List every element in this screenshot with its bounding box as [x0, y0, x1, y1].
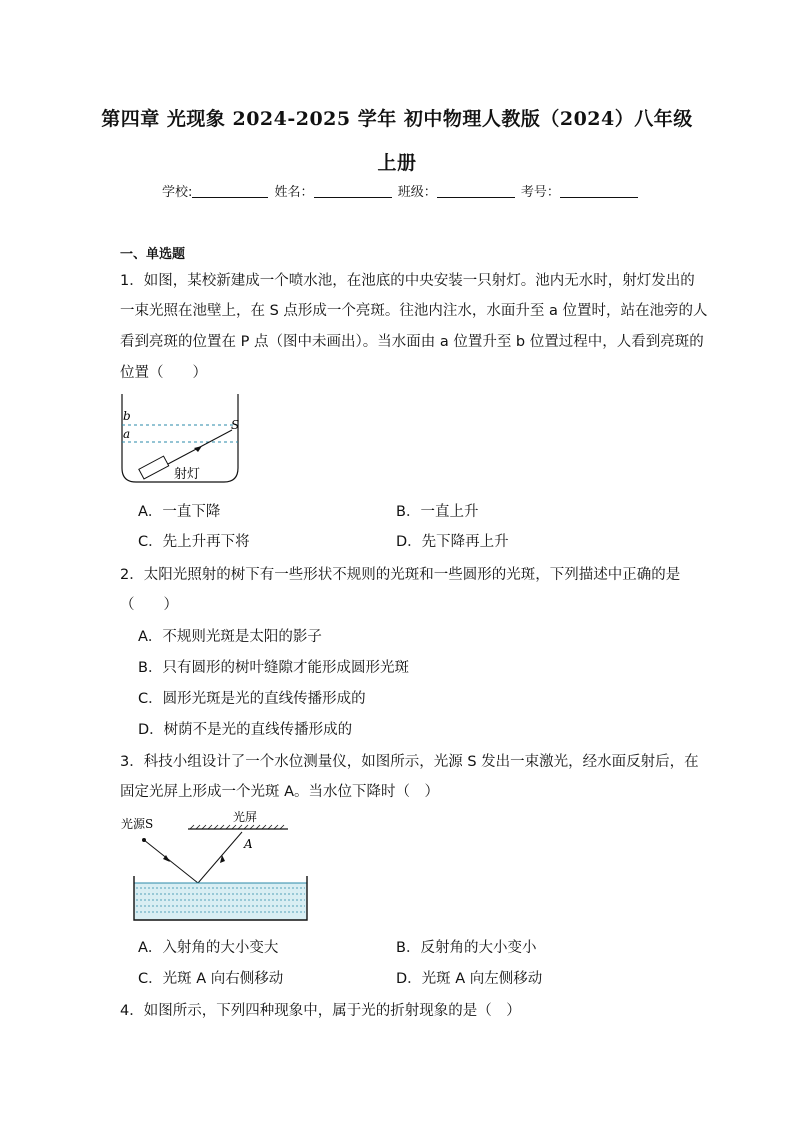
class-blank[interactable]	[437, 184, 515, 198]
class-label: 班级：	[397, 185, 437, 200]
q3-option-d[interactable]: D．光斑 A 向左侧移动	[396, 971, 543, 987]
q2-option-c[interactable]: C．圆形光斑是光的直线传播形成的	[138, 691, 366, 707]
q4-line: 4．如图所示，下列四种现象中，属于光的折射现象的是（ ）	[120, 1003, 521, 1019]
school-label: 学校:	[162, 185, 193, 200]
page-title-continued: 上册	[377, 152, 417, 174]
label-spot-a: A	[244, 837, 253, 851]
q2-line: （ ）	[120, 597, 178, 613]
q1-line: 一束光照在池壁上，在 S 点形成一个亮斑。往池内注水，水面升至 a 位置时，站在池旁的人	[120, 303, 708, 319]
q1-pool-figure	[118, 390, 248, 490]
exam-number-label: 考号：	[520, 185, 560, 200]
q3-option-b[interactable]: B．反射角的大小变小	[396, 940, 537, 956]
q3-option-c[interactable]: C．光斑 A 向右侧移动	[138, 971, 284, 987]
section-heading: 一、单选题	[120, 247, 186, 262]
label-screen: 光屏	[233, 810, 258, 824]
q3-water-gauge-figure	[118, 808, 313, 923]
student-info-row	[162, 181, 640, 200]
label-b: b	[123, 409, 131, 423]
exam-number-blank[interactable]	[560, 184, 638, 198]
label-a: a	[123, 427, 131, 441]
label-s: S	[231, 418, 240, 432]
name-blank[interactable]	[314, 184, 392, 198]
q1-option-b[interactable]: B．一直上升	[396, 504, 479, 520]
q1-line: 1．如图，某校新建成一个喷水池，在池底的中央安装一只射灯。池内无水时，射灯发出的	[120, 273, 695, 289]
q1-line: 位置（ ）	[120, 365, 207, 381]
label-spotlight: 射灯	[174, 467, 201, 482]
page-title: 第四章 光现象 2024-2025 学年 初中物理人教版（2024）八年级	[101, 108, 693, 130]
q3-line: 3．科技小组设计了一个水位测量仪，如图所示，光源 S 发出一束激光，经水面反射后，在	[120, 754, 699, 770]
q1-option-a[interactable]: A．一直下降	[138, 504, 221, 520]
label-light-source: 光源S	[121, 817, 154, 831]
q3-line: 固定光屏上形成一个光斑 A。当水位下降时（ ）	[120, 784, 440, 800]
reflected-ray	[198, 832, 242, 883]
q1-option-d[interactable]: D．先下降再上升	[396, 534, 509, 550]
q1-line: 看到亮斑的位置在 P 点（图中未画出）。当水面由 a 位置升至 b 位置过程中，人看到亮斑的	[120, 334, 704, 350]
q2-option-b[interactable]: B．只有圆形的树叶缝隙才能形成圆形光斑	[138, 660, 409, 676]
q2-option-a[interactable]: A．不规则光斑是太阳的影子	[138, 629, 322, 645]
incident-ray	[144, 840, 198, 883]
q2-option-d[interactable]: D．树荫不是光的直线传播形成的	[138, 722, 353, 738]
q2-line: 2．太阳光照射的树下有一些形状不规则的光斑和一些圆形的光斑，下列描述中正确的是	[120, 567, 681, 583]
spotlight	[139, 456, 169, 479]
q1-option-c[interactable]: C．先上升再下将	[138, 534, 250, 550]
water-body	[134, 883, 307, 920]
school-blank[interactable]	[192, 184, 268, 198]
q3-option-a[interactable]: A．入射角的大小变大	[138, 940, 279, 956]
name-label: 姓名：	[274, 185, 314, 200]
ray-arrow	[194, 446, 202, 452]
